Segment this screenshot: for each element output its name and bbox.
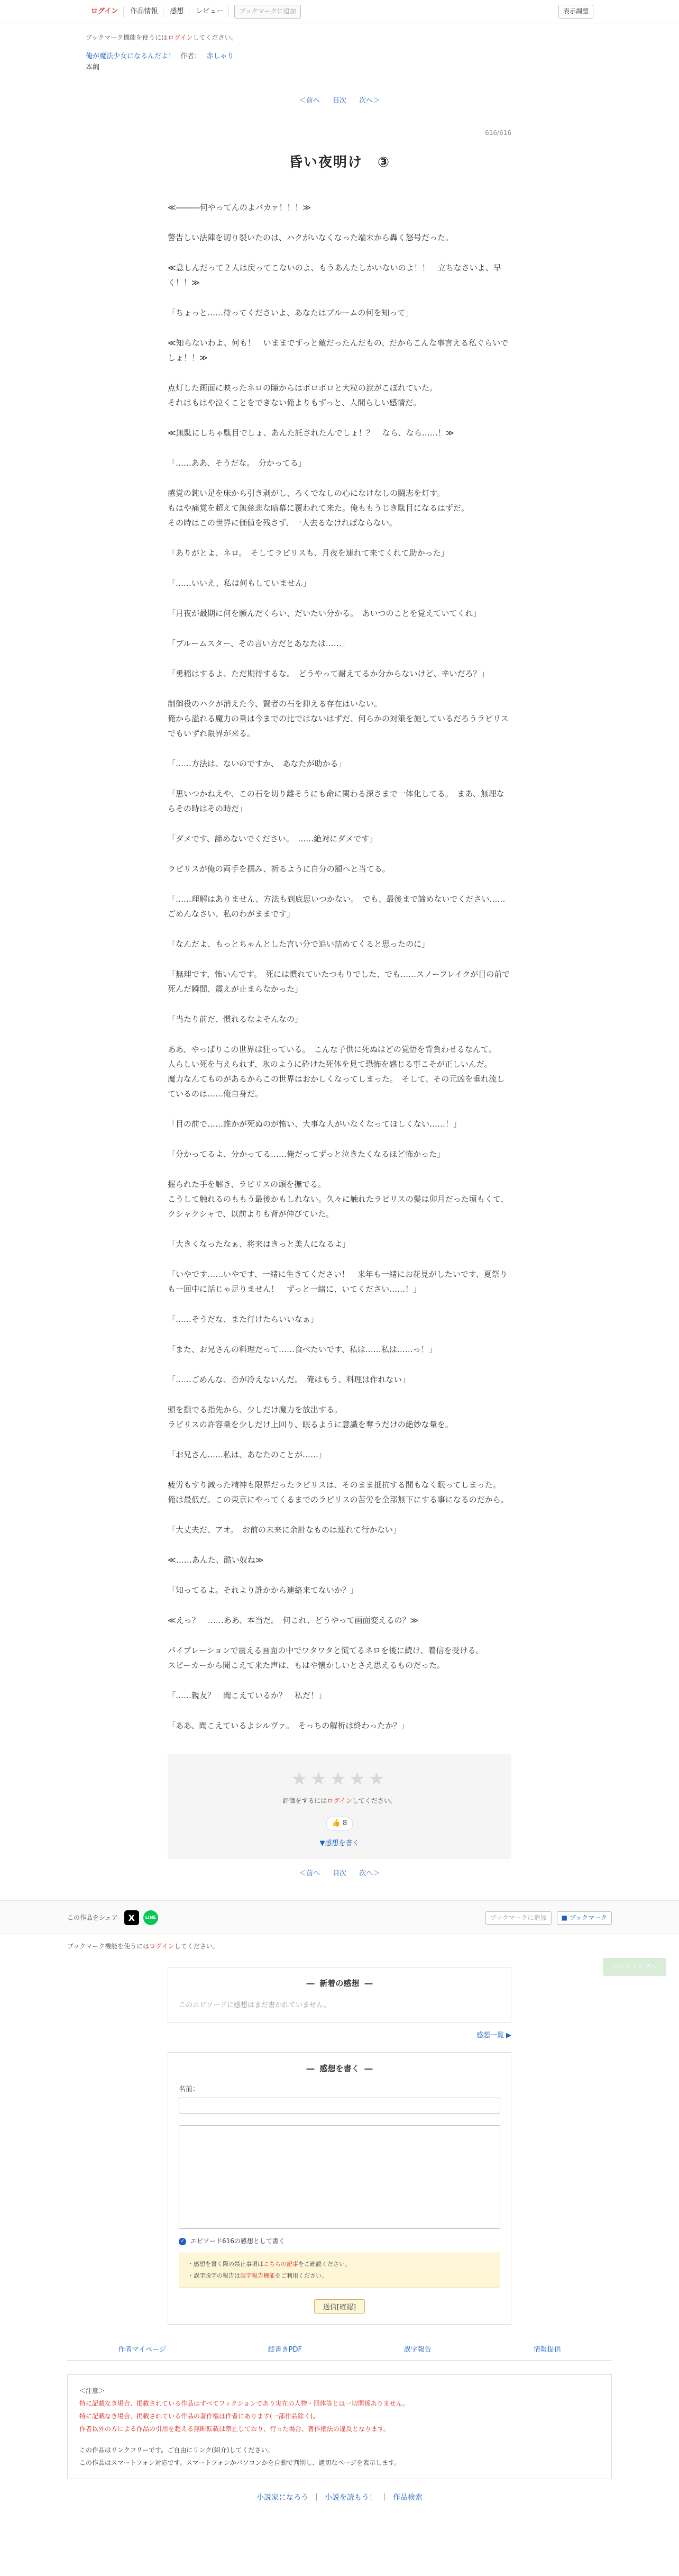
review-link[interactable]: レビュー [190, 6, 229, 17]
paragraph: 「また、お兄さんの料理だって……食べたいです、私は……私は……っ！」 [168, 1345, 437, 1355]
next-link[interactable]: 次へ＞ [359, 96, 380, 105]
line-share-icon[interactable]: LINE [143, 1910, 158, 1925]
paragraph: 「目の前で……誰かが死ぬのが怖い、大事な人がいなくなってほしくない……！」 [168, 1119, 462, 1129]
paragraph: ラピリスが俺の両手を掴み、祈るように自分の額へと当てる。 [168, 864, 390, 874]
checkbox-checked-icon[interactable]: ✓ [179, 2238, 186, 2245]
toc-link-bottom[interactable]: 目次 [332, 1869, 346, 1877]
paragraph: 頭を撫でる指先から、少しだけ魔力を放出する。 ラピリスの許容量を少しだけ上回り、眠るように意識を奪うだけの絶妙な量を。 [168, 1405, 453, 1430]
submit-review-button[interactable]: 送信[確認] [314, 2299, 365, 2314]
note-login-link-bottom[interactable]: ログイン [149, 1943, 175, 1951]
site-links: 小説家になろう ｜ 小説を読もう！ ｜ 作品検索 [256, 2493, 423, 2502]
top-bar [0, 0, 679, 23]
paragraph: 「ブルームスター、その言い方だとあなたは……」 [168, 639, 350, 649]
prev-link[interactable]: ＜前へ [299, 96, 320, 105]
paragraph: 「ダメです、諦めないでください。 ……絶対にダメです」 [168, 834, 378, 844]
site-link-search[interactable]: 作品検索 [392, 2493, 423, 2502]
paragraph: 感覚の鈍い足を床から引き剥がし、ろくでなしの心になけなしの闘志を灯す。 もはや痛覚を超えて無慈悲な暗幕に覆われて来た。俺ももうじき駄目になるはずだ。 その時はこの世界に価値を残さず、一人去るなければならない。 [168, 488, 470, 528]
name-label: 名前： [179, 2085, 200, 2094]
paragraph: 「無理です、怖いんです。 死には慣れていたつもりでした、でも……スノーフレイクが目の前で死んだ瞬間、震えが止まらなかった」 [168, 969, 510, 994]
footer-links [67, 2345, 612, 2361]
footer-link[interactable]: 誤字報告 [403, 2346, 432, 2354]
bookmark-login-note-bottom: ブックマーク機能を使うにはログインしてください。 [67, 1943, 219, 1951]
bookmark-login-note: ブックマーク機能を使うにはログインしてください。 [86, 34, 237, 41]
novel-body [168, 96, 511, 1880]
rating-box [168, 1754, 511, 1858]
paragraph: 点灯した画面に映ったネロの瞳からはボロボロと大粒の涙がこぼれていた。 それはもはや泣くことをできない俺よりもずっと、人間らしい感情だ。 [168, 383, 438, 408]
paragraph: パイプレーションで震える画面の中でワタワタと慌てるネロを後に続け、着信を受ける。 スピーカーから聞こえて来た声は、もはや懐かしいとさえ思えるものだった。 [168, 1646, 484, 1671]
work-info-link[interactable]: 作品情報 [125, 6, 163, 17]
site-link-narou[interactable]: 小説家になろう [256, 2493, 309, 2502]
latest-reviews-panel [168, 1967, 511, 2024]
notice-head: ＜注意＞ [79, 2387, 105, 2394]
prev-link-bottom[interactable]: ＜前へ [299, 1869, 320, 1877]
paragraph: ≪知らないわよ、何も！ いままでずっと敵だったんだもの、だからこんな事言える私ぐらいでしょ！！≫ [168, 338, 509, 363]
chapter-label: 本編 [86, 63, 100, 71]
typo-report-link[interactable]: 誤字報告機能 [240, 2272, 275, 2280]
paragraph: 「知ってるよ。それより誰かから連絡来てないか？」 [168, 1585, 359, 1595]
paragraph: 「ちょっと……待ってくださいよ、あなたはブルームの何を知って」 [168, 308, 414, 318]
bookmark-button[interactable]: ■ ブックマーク [557, 1911, 612, 1925]
paragraph: 「分かってるよ、分かってる……俺だってずっと泣きたくなるほど怖かった」 [168, 1149, 445, 1159]
x-share-icon[interactable]: X [124, 1910, 139, 1925]
paragraph: 「……ああ、そうだな。 分かってる」 [168, 458, 306, 468]
paragraph: ≪無駄にしちゃ駄目でしょ、あんた託されたんでしょ！？ なら、なら……！≫ [168, 428, 454, 438]
series-line [86, 51, 593, 62]
share-label: この作品をシェア [67, 1913, 118, 1921]
bookmark-add-button-bottom[interactable]: ブックマークに追加 [485, 1911, 552, 1925]
notice-red-line: 作者以外の方による作品の引用を超える無断転載は禁止しており、行った場合、著作権法の違反となります。 [79, 2425, 390, 2433]
paragraph: 「お兄さん……私は、あなたのことが……」 [168, 1450, 327, 1460]
paragraph: 「大丈夫だ、アオ。 お前の未来に余計なものは連れて行かない」 [168, 1525, 401, 1535]
paragraph: 「ああ、聞こえているよシルヴァ。 そっちの解析は終わったか？」 [168, 1721, 409, 1731]
next-link-bottom[interactable]: 次へ＞ [359, 1869, 380, 1877]
paragraph: 「……ごめんな、否が冷えないんだ。 俺はもう、料理は作れない」 [168, 1375, 410, 1385]
write-review-title: ― 感想を書く ― [306, 2064, 373, 2074]
paragraph: 「……親友？ 聞こえているか？ 私だ！」 [168, 1691, 327, 1701]
notice-line: この作品はリンクフリーです。ご自由にリンク(紹介)してください。 [79, 2446, 274, 2454]
paragraph: 「なんだよ、もっとちゃんとした言い分で追い詰めてくると思ったのに」 [168, 939, 430, 949]
display-settings-button[interactable]: 表示調整 [558, 5, 593, 18]
rating-login-link[interactable]: ログイン [327, 1797, 352, 1804]
paragraph: 「大きくなったなぁ、将来はきっと美人になるよ」 [168, 1239, 351, 1249]
reviews-link[interactable]: 感想 [164, 6, 189, 17]
latest-reviews-section [168, 1967, 511, 2325]
paragraph: 「……いいえ、私は何もしていません」 [168, 578, 311, 588]
episode-text [168, 200, 511, 1733]
footer-link[interactable]: 情報提供 [533, 2346, 561, 2354]
reaction-button[interactable]: 👍 8 [326, 1817, 353, 1831]
see-all-reviews-link[interactable]: 感想一覧 ▶ [476, 2031, 511, 2040]
toc-link[interactable]: 目次 [332, 96, 346, 105]
series-title-link[interactable]: 俺が魔法少女になるんだよ！ [86, 52, 176, 61]
paragraph: 制御役のハクが消えた今、賢者の石を抑える存在はいない。 俺から溢れる魔力の量は今までの比ではないはずだ、何らかの対策を施しているだろうラピリスでもいずれ限界が来る。 [168, 699, 509, 739]
episode-check-label: エピソード616の感想として書く [190, 2237, 285, 2245]
latest-reviews-title: ― 新着の感想 ― [306, 1978, 373, 1988]
rules-article-link[interactable]: こちらの記事 [263, 2261, 298, 2268]
paragraph: 警告しい法陣を切り裂いたのは、ハクがいなくなった端末から轟く怒号だった。 [168, 233, 454, 243]
paragraph: 握られた手を解き、ラピリスの頭を撫でる。 こうして触れるのももう最後かもしれない。久々に触れたラピリスの髪は卯月だった頃もくて、クシャクシャで、以前よりも背が伸びていた。 [168, 1180, 509, 1219]
notice-box [67, 2374, 612, 2479]
paragraph: ≪えっ？ ……ああ、本当だ。 何これ、どうやって画面変えるの？≫ [168, 1616, 419, 1626]
paragraph: ああ、やっぱりこの世界は狂っている。 こんな子供に死ぬはどの覚悟を背負わせるなんて。 人らしい死を与えられず、氷のように砕けた死体を見て恐怖を感じる事こそが正しいんだ。 魔力なんてものがあるからこの世界はおかしくなってしまった。 そして、その元凶を垂れ流しているのは……俺自身だ。 [168, 1045, 505, 1099]
bookmark-add-button[interactable]: ブックマークに追加 [234, 5, 300, 18]
footer-link[interactable]: 縦書きPDF [268, 2346, 302, 2354]
episode-title: 昏い夜明け ③ [288, 154, 390, 170]
paragraph: 「いやです……いやです、一緒に生きてください！ 来年も一緒にお花見がしたいです、夏祭りも一回中に話じゃ足りません！ ずっと一緒に、いてください……！」 [168, 1269, 508, 1294]
top-pager [168, 96, 511, 107]
name-input[interactable] [179, 2098, 500, 2114]
write-review-panel [168, 2052, 511, 2325]
notice-line: この作品はスマートフォン対応です。スマートフォンかパソコンかを自動で判別し、適切なページを表示します。 [79, 2459, 401, 2466]
notice-red-line: 特に記載なき場合、掲載されている作品はすべてフィクションであり実在の人物・団体等とは一切関係ありません。 [79, 2399, 409, 2407]
header-notes [86, 23, 593, 74]
page-top-button[interactable]: ページトップへ [603, 1958, 666, 1976]
paragraph: 「勇稲はするよ、ただ期待するな。 どうやって耐えてるか分からないけど、辛いだろ？」 [168, 669, 489, 679]
write-review-link[interactable]: ▼感想を書く [319, 1839, 360, 1847]
episode-check-row[interactable] [179, 2236, 500, 2246]
episode-number: 616/616 [485, 129, 511, 137]
paragraph: 「月夜が最期に何を願んだくらい、だいたい分かる。 あいつのことを覚えていてくれ」 [168, 609, 481, 619]
author-label: 作者： [180, 52, 201, 61]
review-rules-box: ・感想を書く際の禁止事項はこちらの記事をご確認ください。 ・誤字脱字の報告は誤字報告機能をご利用ください。 [179, 2253, 500, 2288]
login-link[interactable]: ログイン [86, 6, 124, 17]
paragraph: 「……そうだな、また行けたらいいなぁ」 [168, 1314, 319, 1325]
paragraph: 「……理解はありません、方法も到底思いつかない。 でも、最後まで諦めないでください……ごめんなさい、私のわがままです」 [168, 894, 506, 919]
paragraph: ≪……あんた、酷い奴ね≫ [168, 1555, 264, 1565]
paragraph: 「……方法は、ないのですか、 あなたが助かる」 [168, 759, 346, 769]
paragraph: ≪―――何やってんのよバカァ！！！≫ [168, 203, 311, 213]
rating-stars[interactable]: ★★★★★ [291, 1768, 388, 1790]
paragraph: 「思いつかねえや、この石を切り離そうにも命に関わる深さまで一体化してる。 まあ、無理ならその時はその時だ」 [168, 789, 504, 814]
share-bar [0, 1900, 679, 1934]
footer-link[interactable]: 作者マイページ [118, 2346, 166, 2354]
paragraph: 「ありがとよ、ネロ。 そしてラピリスも、月夜を連れて来てくれて助かった」 [168, 548, 449, 558]
paragraph: 疲労もすり減った精神も限界だったラピリスは、そのまま抵抗する間もなく眠ってしまった。 俺は最低だ。この東京にやってくるまでのラピリスの苦労を全部無下にする事になるのだから。 [168, 1480, 509, 1505]
comment-textarea[interactable] [179, 2125, 500, 2229]
bottom-pager [168, 1868, 511, 1880]
latest-reviews-empty: このエピソードに感想はまだ書かれていません。 [179, 2001, 331, 2009]
notice-red-line: 特に記載なき場合、掲載されている作品の著作権は作者にあります(一部作品除く)。 [79, 2412, 319, 2420]
paragraph: 「当たり前だ、慣れるなよそんなの」 [168, 1014, 303, 1024]
site-link-yomou[interactable]: 小説を読もう！ [325, 2493, 377, 2502]
rating-login-note: 評価をするにはログインしてください。 [282, 1797, 397, 1804]
note-login-link[interactable]: ログイン [168, 34, 193, 41]
paragraph: ≪息しんだって２人は戻ってこないのよ、もうあんたしかいないのよ！！ 立ちなさいよ、早く！！≫ [168, 263, 501, 288]
author-link[interactable]: 赤しゃり [206, 52, 234, 61]
